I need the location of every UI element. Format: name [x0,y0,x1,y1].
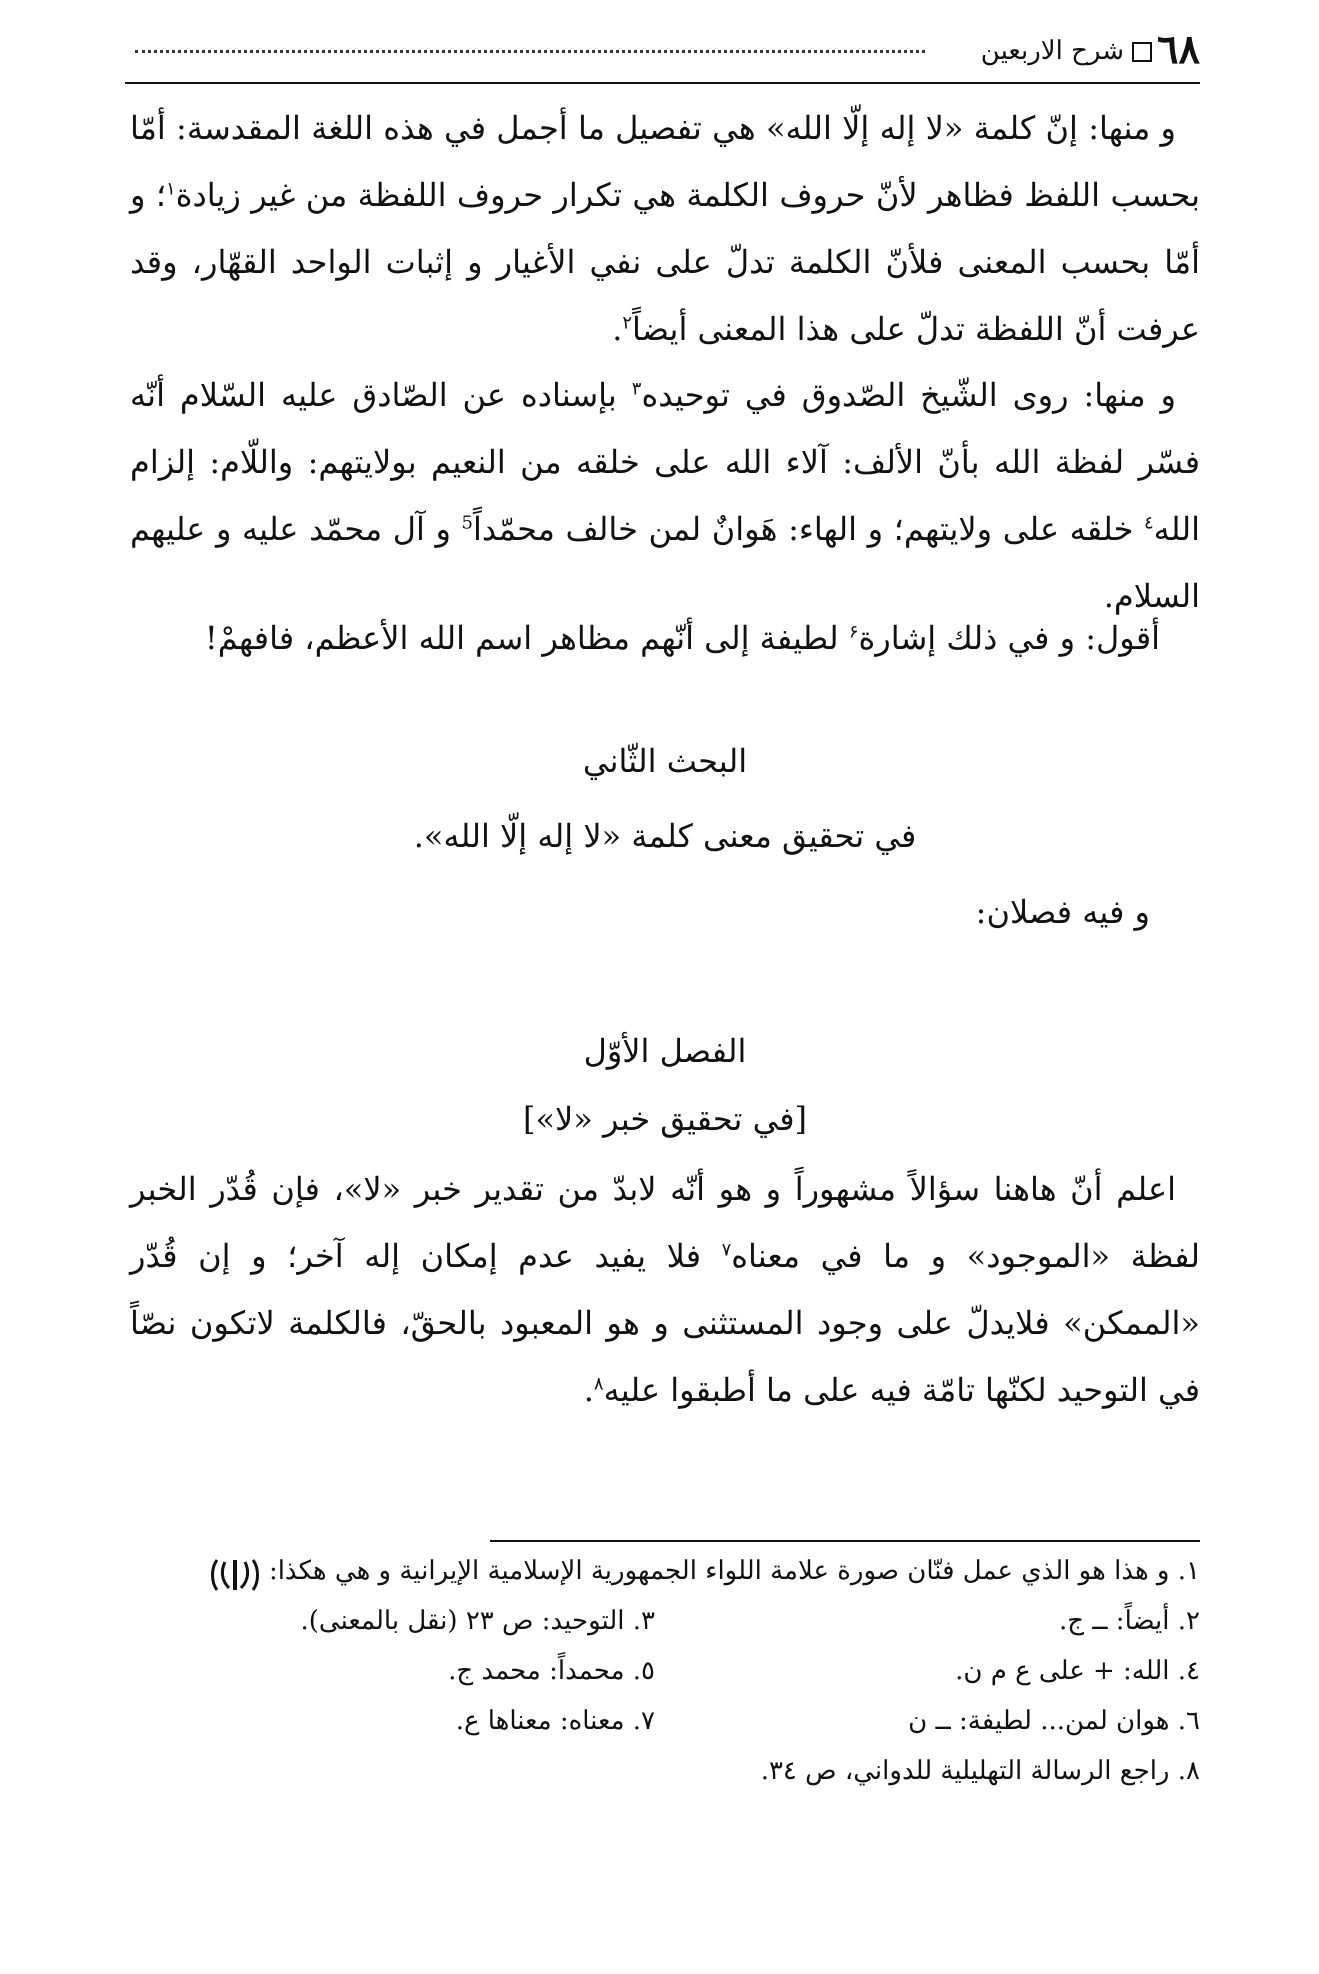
paragraph-text: خلقه على ولايتهم؛ و الهاء: هَوانٌ لمن خالف محمّداً [472,510,1144,548]
footnote-2: ٢. أيضاً: ــ ج. [1059,1606,1200,1636]
chapter-subtitle: [في تحقيق خبر «لا»] [522,1100,808,1138]
page-header [125,22,1200,84]
footnotes [110,1556,1200,1806]
chapter-title: الفصل الأوّل [583,1032,747,1070]
section-subheading [130,817,1200,855]
paragraph-text: . [583,1371,594,1409]
iran-emblem-icon [209,1556,261,1594]
footnote-row [110,1556,1200,1606]
footnote-ref: 5 [461,512,473,534]
paragraph-4 [130,1156,1200,1424]
paragraph-text: و منها: روى الشّيخ الصّدوق في توحيده [641,376,1177,414]
footnote-row [110,1656,1200,1706]
paragraph-text: و آل محمّد عليه و عليهم السلام. [130,510,1200,615]
footnote-ref: ۶ [848,621,859,643]
paragraph-3 [130,605,1200,672]
paragraph-text: أقول: و في ذلك إشارة [858,619,1160,657]
footnote-1: ١. و هذا هو الذي عمل فنّان صورة علامة اللواء الجمهورية الإسلامية الإيرانية و هي هكذا: [268,1556,1200,1586]
footnote-row [110,1706,1200,1756]
section-heading [130,742,1200,780]
footnote-separator [490,1540,1200,1542]
paragraph-text: و منها: إنّ كلمة «لا إله إلّا الله» هي تفصيل ما أجمل في هذه اللغة المقدسة: أمّا بحسب اللفظ فظاهر لأنّ حروف الكلمة هي تكرار حروف اللفظة من غير زيادة [130,109,1200,214]
footnote-4: ٤. الله: + على ع م ن. [955,1656,1200,1686]
section-intro [130,892,1200,932]
footnote-8: ٨. راجع الرسالة التهليلية للدواني، ص ٣٤. [760,1756,1200,1786]
footnote-ref: ٧ [721,1239,732,1261]
footnote-row [110,1606,1200,1656]
paragraph-1 [130,95,1200,363]
paragraph-text: . [612,310,623,348]
paragraph-text: فلا يفيد عدم إمكان إله آخر؛ و إن قُدّر «الممكن» فلايدلّ على وجود المستثنى و هو المعبود بالحقّ، فالكلمة لاتكون نصّاً في التوحيد لكنّها تامّة فيه على ما أطبقوا عليه [130,1237,1200,1409]
footnote-ref: ٣ [631,378,642,400]
paragraph-2 [130,362,1200,630]
paragraph-text: اعلم أنّ هاهنا سؤالاً مشهوراً و هو أنّه لابدّ من تقدير خبر «لا»، فإن قُدّر الخبر لفظة «الموجود» و ما في معناه [130,1170,1201,1275]
chapter-subheading [130,1100,1200,1138]
header-box-icon [1132,42,1152,62]
footnote-7: ٧. معناه: معناها ع. [455,1706,655,1736]
paragraph-text: لطيفة إلى أنّهم مظاهر اسم الله الأعظم، فافهمْ! [204,619,849,657]
footnote-5: ٥. محمداً: محمد ج. [448,1656,655,1686]
footnote-ref: ٨ [593,1373,604,1395]
header-dotted-leader [135,50,925,53]
footnote-ref: ٤ [1143,512,1154,534]
paragraph-text: بإسناده عن الصّادق عليه السّلام أنّه فسّر لفظة الله بأنّ الألف: آلاء الله على خلقه من النعيم بولايتهم: واللّام: إلزام الله [130,376,1200,548]
section-subtitle: في تحقيق معنى كلمة «لا إله إلّا الله». [413,817,917,855]
footnote-3: ٣. التوحيد: ص ٢٣ (نقل بالمعنى). [300,1606,655,1636]
footnote-ref: ٢ [622,312,633,334]
chapter-heading [130,1032,1200,1070]
section-intro-text: و فيه فصلان: [975,893,1150,931]
page-number: ٦٨ [1157,26,1200,73]
footnote-6: ٦. هوان لمن... لطيفة: ــ ن [908,1706,1200,1736]
section-title: البحث الثّاني [582,742,748,780]
running-title: شرح الاربعين [980,36,1124,66]
footnote-ref: ١ [166,178,176,200]
paragraph-text: ؛ و أمّا بحسب المعنى فلأنّ الكلمة تدلّ على نفي الأغيار و إثبات الواحد القهّار، وقد عرفت أنّ اللفظة تدلّ على هذا المعنى أيضاً [130,176,1201,348]
footnote-row [110,1756,1200,1806]
